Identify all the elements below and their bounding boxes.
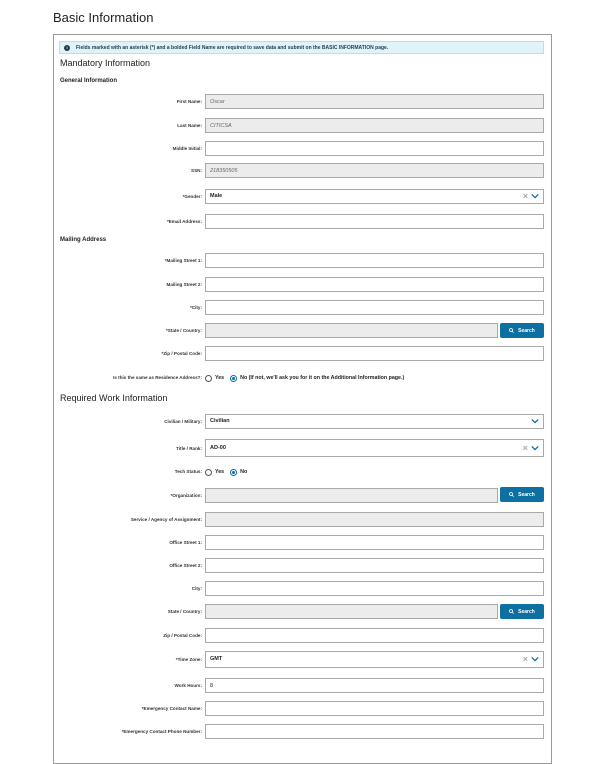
- radio-yes[interactable]: [205, 375, 212, 382]
- office-city-input[interactable]: [205, 581, 544, 596]
- organization-input[interactable]: [205, 488, 498, 503]
- organization-search-button[interactable]: [500, 487, 544, 502]
- gender-label: *Gender:: [182, 194, 202, 199]
- time-zone-select[interactable]: [205, 651, 544, 668]
- clear-icon[interactable]: ×: [522, 443, 528, 453]
- search-button-label: Search: [518, 327, 535, 334]
- tech-status-label: Tech Status:: [174, 469, 202, 474]
- organization-label: *Organization:: [170, 493, 202, 498]
- mailing-address-title: Mailing Address: [60, 237, 107, 243]
- office-state-input[interactable]: [205, 604, 498, 619]
- clear-icon[interactable]: ×: [522, 191, 528, 201]
- gender-select[interactable]: [205, 189, 544, 204]
- middle-initial-label: Middle Initial:: [172, 146, 202, 151]
- page-title: Basic Information: [53, 10, 154, 25]
- search-button-label: Search: [518, 491, 535, 498]
- mailing-city-label: *City:: [190, 305, 202, 310]
- tech-status-no[interactable]: [230, 469, 247, 476]
- gender-value: Male: [210, 193, 223, 199]
- required-fields-notice: [59, 41, 544, 54]
- radio-no[interactable]: [230, 469, 237, 476]
- radio-no[interactable]: [230, 375, 237, 382]
- tech-status-yes[interactable]: [205, 469, 224, 476]
- radio-no-label: No: [240, 469, 248, 475]
- mailing-street1-label: *Mailing Street 1:: [164, 258, 202, 263]
- office-zip-label: Zip / Postal Code:: [163, 633, 202, 638]
- radio-yes-label: Yes: [215, 375, 225, 381]
- office-zip-input[interactable]: [205, 628, 544, 643]
- radio-no-label: No (If not, we'll ask you for it on the Additional Information page.): [240, 375, 405, 381]
- search-icon: [509, 609, 514, 614]
- mailing-state-label: *State / Country:: [166, 328, 202, 333]
- work-hours-input[interactable]: [205, 678, 544, 693]
- mailing-zip-label: *Zip / Postal Code:: [161, 351, 202, 356]
- service-agency-input[interactable]: [205, 512, 544, 527]
- emergency-name-label: *Emergency Contact Name:: [141, 706, 202, 711]
- tech-status-radio-group: [205, 467, 253, 477]
- mailing-state-input[interactable]: [205, 323, 498, 338]
- search-icon: [509, 328, 514, 333]
- info-icon: i: [64, 45, 70, 51]
- chevron-down-icon[interactable]: [531, 417, 539, 425]
- notice-text: Fields marked with an asterisk (*) and a bolded Field Name are required to save data and submit on the BASIC INFORMATION page.: [76, 44, 389, 51]
- mandatory-section-title: Mandatory Information: [60, 58, 151, 68]
- time-zone-label: *Time Zone:: [175, 657, 202, 662]
- work-hours-label: Work Hours:: [174, 683, 202, 688]
- general-info-title: General Information: [60, 78, 118, 84]
- email-input[interactable]: [205, 214, 544, 229]
- radio-yes[interactable]: [205, 469, 212, 476]
- same-as-residence-yes[interactable]: [205, 375, 224, 382]
- mailing-street2-input[interactable]: [205, 277, 544, 292]
- civilian-military-value: Civilian: [210, 418, 230, 424]
- radio-yes-label: Yes: [215, 469, 225, 475]
- mailing-street1-input[interactable]: [205, 253, 544, 268]
- civilian-military-select[interactable]: [205, 414, 544, 429]
- ssn-input[interactable]: [205, 163, 544, 178]
- chevron-down-icon[interactable]: [531, 444, 539, 452]
- first-name-input[interactable]: [205, 94, 544, 109]
- work-section-title: Required Work Information: [60, 393, 168, 403]
- clear-icon[interactable]: ×: [522, 654, 528, 664]
- same-as-residence-label: Is this the same as Residence Address?:: [113, 375, 202, 380]
- office-street2-label: Office Street 2:: [169, 563, 202, 568]
- emergency-phone-input[interactable]: [205, 724, 544, 739]
- chevron-down-icon[interactable]: [531, 192, 539, 200]
- last-name-label: Last Name:: [177, 123, 202, 128]
- office-street1-input[interactable]: [205, 535, 544, 550]
- title-rank-value: AD-00: [210, 445, 226, 451]
- first-name-label: First Name:: [176, 99, 202, 104]
- title-rank-label: Title / Rank:: [176, 446, 202, 451]
- mailing-city-input[interactable]: [205, 300, 544, 315]
- emergency-phone-label: *Emergency Contact Phone Number:: [121, 729, 202, 734]
- mailing-zip-input[interactable]: [205, 346, 544, 361]
- search-button-label: Search: [518, 608, 535, 615]
- service-agency-label: Service / Agency of Assignment:: [130, 517, 202, 522]
- middle-initial-input[interactable]: [205, 141, 544, 156]
- office-street2-input[interactable]: [205, 558, 544, 573]
- ssn-label: SSN:: [191, 168, 202, 173]
- same-as-residence-no[interactable]: [230, 375, 404, 382]
- mailing-street2-label: Mailing Street 2:: [166, 282, 202, 287]
- office-state-search-button[interactable]: [500, 604, 544, 619]
- time-zone-value: GMT: [210, 656, 223, 662]
- emergency-name-input[interactable]: [205, 701, 544, 716]
- office-state-label: State / Country:: [167, 609, 202, 614]
- email-label: *Email Address:: [166, 219, 202, 224]
- last-name-input[interactable]: [205, 118, 544, 133]
- title-rank-select[interactable]: [205, 439, 544, 457]
- office-street1-label: Office Street 1:: [169, 540, 202, 545]
- civilian-military-label: Civilian / Military:: [164, 419, 202, 424]
- chevron-down-icon[interactable]: [531, 655, 539, 663]
- same-as-residence-radio-group: [205, 373, 410, 383]
- mailing-state-search-button[interactable]: [500, 323, 544, 338]
- search-icon: [509, 492, 514, 497]
- office-city-label: City:: [191, 586, 202, 591]
